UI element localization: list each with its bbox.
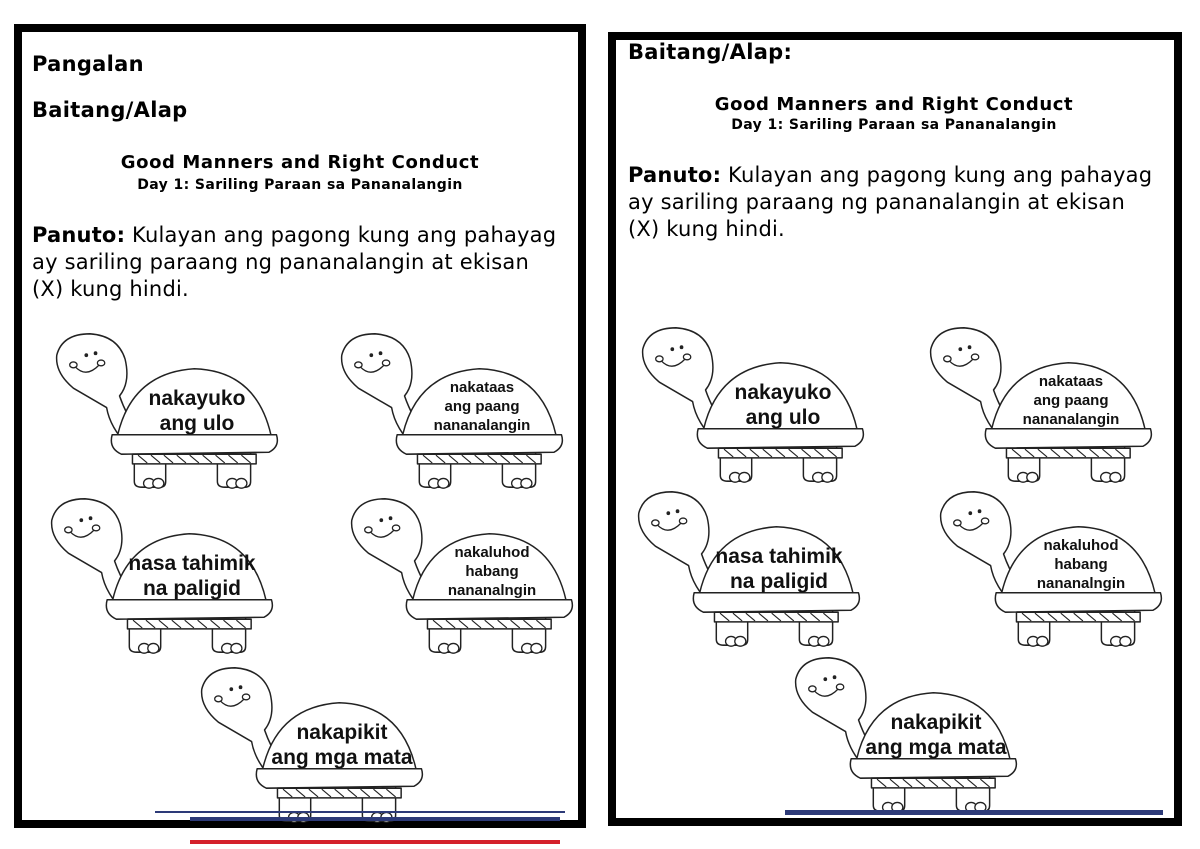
lesson-title: Day 1: Sariling Paraan sa Pananalangin [731,117,1057,133]
worksheet-left [14,24,586,828]
directions-text: Kulayan ang pagong kung ang pahayag ay sariling paraang ng pananalangin at ekisan (X) kung hindi. [628,163,1153,241]
worksheet-right [608,32,1182,826]
directions-text: Kulayan ang pagong kung ang pahayag ay sariling paraang ng pananalangin at ekisan (X) kung hindi. [32,223,557,301]
turtle-item[interactable] [42,328,282,493]
writing-line [190,840,560,844]
turtle-item[interactable] [327,328,567,493]
subject-title: Good Manners and Right Conduct [120,152,480,173]
turtle-statement: nakaluhod habang nananalngin [447,544,537,599]
directions [628,162,1163,243]
turtle-item[interactable] [187,662,427,827]
grade-label: Baitang/Alap [32,98,188,122]
turtle-item[interactable] [37,493,277,658]
turtle-statement: nakayuko ang ulo [734,381,832,429]
grade-label: Baitang/Alap: [628,40,793,64]
turtle-item[interactable] [926,486,1166,651]
turtle-statement: nasa tahimik na paligid [128,552,256,600]
turtle-statement: nakaluhod habang nananalngin [1036,537,1126,592]
directions [32,222,567,303]
turtle-item[interactable] [628,322,868,487]
turtle-item[interactable] [916,322,1156,487]
turtle-statement: nakataas ang paang nananalangin [433,379,531,434]
turtle-statement: nakapikit ang mga mata [271,721,413,769]
writing-line [785,810,1163,815]
lesson-title: Day 1: Sariling Paraan sa Pananalangin [137,177,463,193]
turtle-item[interactable] [624,486,864,651]
turtle-item[interactable] [781,652,1021,817]
directions-label: Panuto: [32,223,126,247]
turtle-statement: nasa tahimik na paligid [715,545,843,593]
directions-label: Panuto: [628,163,722,187]
turtle-statement: nakapikit ang mga mata [865,711,1007,759]
writing-line [190,817,560,821]
turtle-statement: nakataas ang paang nananalangin [1022,373,1120,428]
name-label: Pangalan [32,52,144,76]
turtle-item[interactable] [337,493,577,658]
writing-line [155,811,565,813]
subject-title: Good Manners and Right Conduct [714,94,1074,115]
turtle-statement: nakayuko ang ulo [148,387,246,435]
